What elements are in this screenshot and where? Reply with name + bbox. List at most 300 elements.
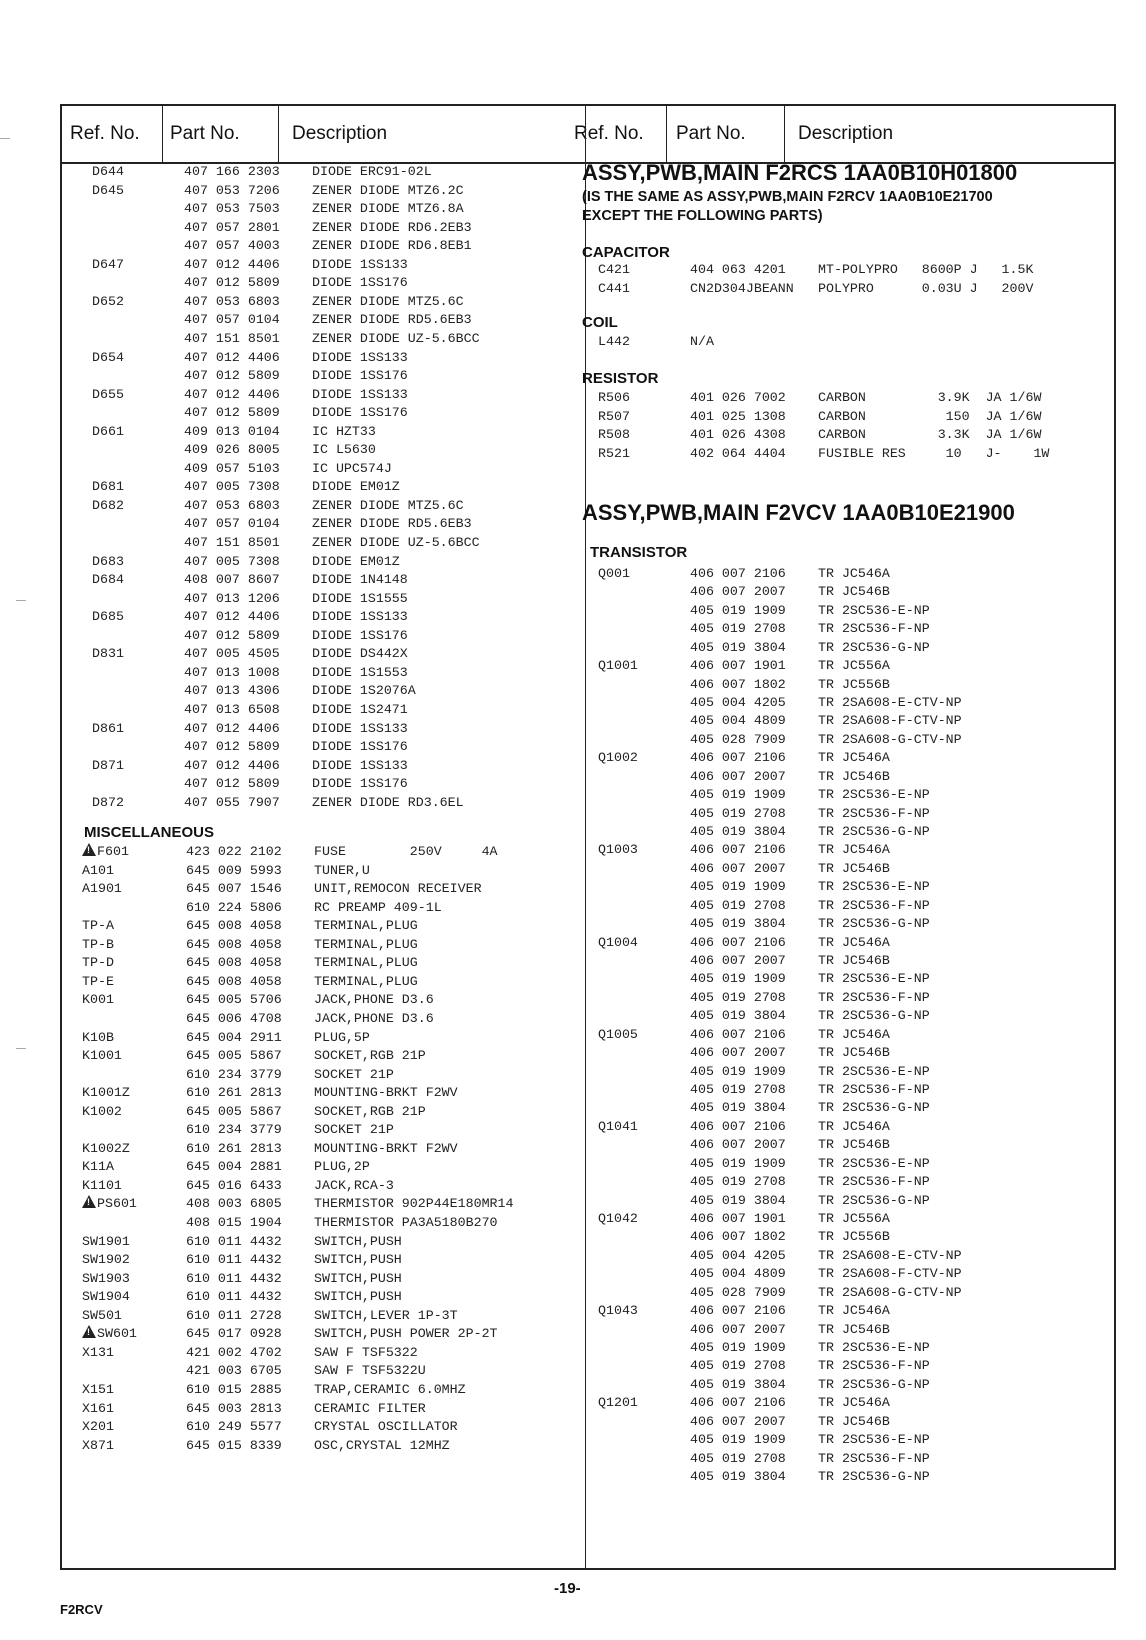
header-desc-right: Description: [798, 123, 894, 144]
description: DIODE EM01Z: [312, 553, 400, 569]
description: TR 2SA608-G-CTV-NP: [818, 1284, 962, 1300]
part-no: 407 005 7308: [184, 553, 280, 569]
part-no: 405 019 2708: [690, 1358, 786, 1374]
ref-no: [82, 1417, 114, 1436]
ref-no: [82, 1194, 137, 1213]
ref-no-text: SW501: [82, 1307, 122, 1323]
part-no: 407 057 2801: [184, 219, 280, 235]
description: TR 2SC536-G-NP: [818, 639, 930, 655]
description: TR 2SC536-F-NP: [818, 1358, 930, 1374]
ref-no-text: A101: [82, 862, 114, 878]
part-no: 610 261 2813: [186, 1140, 282, 1156]
part-no: 406 007 2007: [690, 768, 786, 784]
ref-no-text: K1001Z: [82, 1085, 130, 1101]
part-no: 645 005 5867: [186, 1103, 282, 1119]
description: DIODE 1SS176: [312, 627, 408, 643]
description: TR 2SC536-F-NP: [818, 989, 930, 1005]
ref-no: [82, 1176, 122, 1195]
ref-no-text: X871: [82, 1437, 114, 1453]
part-no: 645 005 5706: [186, 992, 282, 1008]
part-no: 405 019 1909: [690, 1432, 786, 1448]
part-no: 406 007 1802: [690, 1229, 786, 1245]
description: TR JC546B: [818, 1137, 890, 1153]
description: DIODE 1S2471: [312, 701, 408, 717]
part-no: 610 011 2728: [186, 1307, 282, 1323]
description: TR 2SC536-G-NP: [818, 824, 930, 840]
description: DIODE EM01Z: [312, 479, 400, 495]
part-no: 405 019 2708: [690, 621, 786, 637]
part-no: 406 007 2007: [690, 1045, 786, 1061]
part-no: 405 019 3804: [690, 916, 786, 932]
description: THERMISTOR 902P44E180MR14: [314, 1196, 514, 1212]
ref-no: [598, 388, 630, 407]
transistor-section-title: TRANSISTOR: [590, 544, 688, 561]
description: PLUG,2P: [314, 1159, 370, 1175]
part-no: 610 261 2813: [186, 1085, 282, 1101]
description: DIODE 1SS176: [312, 739, 408, 755]
ref-no-text: K1002: [82, 1103, 122, 1119]
misc-section-title: MISCELLANEOUS: [84, 824, 215, 841]
description: TR JC546A: [818, 750, 890, 766]
part-no: 407 057 0104: [184, 516, 280, 532]
description: TR JC546B: [818, 768, 890, 784]
ref-no: [82, 1287, 130, 1306]
part-no: 405 019 3804: [690, 1469, 786, 1485]
resistor-section-title: RESISTOR: [582, 370, 659, 387]
part-no: 645 016 6433: [186, 1177, 282, 1193]
page-number: -19-: [554, 1580, 581, 1597]
ref-no: [598, 564, 630, 583]
ref-no-text: Q1004: [598, 934, 638, 950]
description: FUSE 250V 4A: [314, 844, 498, 859]
description: DIODE 1S2076A: [312, 683, 416, 699]
ref-no-text: D831: [92, 646, 124, 662]
ref-no-text: K1001: [82, 1048, 122, 1064]
part-no: 407 013 1206: [184, 590, 280, 606]
description: TR 2SC536-E-NP: [818, 602, 930, 618]
description: IC L5630: [312, 442, 376, 458]
ref-no: [82, 1324, 137, 1343]
part-no: 645 008 4058: [186, 955, 282, 971]
coil-section-title: COIL: [582, 314, 618, 331]
part-no: 407 013 6508: [184, 701, 280, 717]
description: TR JC546A: [818, 1026, 890, 1042]
part-no: 645 006 4708: [186, 1010, 282, 1026]
ref-no: [82, 861, 114, 880]
description: SWITCH,PUSH POWER 2P-2T: [314, 1326, 498, 1342]
ref-no-text: K11A: [82, 1159, 114, 1175]
description: TR 2SC536-E-NP: [818, 879, 930, 895]
description: ZENER DIODE RD5.6EB3: [312, 516, 472, 532]
part-no: 406 007 2106: [690, 750, 786, 766]
assy2-title: ASSY,PWB,MAIN F2VCV 1AA0B10E21900: [582, 500, 1015, 525]
ref-no: [82, 990, 114, 1009]
ref-no: [598, 933, 638, 952]
ref-no-text: X161: [82, 1400, 114, 1416]
safety-warning-icon: [82, 1325, 96, 1338]
description: DIODE DS442X: [312, 646, 408, 662]
description: TR JC546B: [818, 1321, 890, 1337]
part-no: 407 012 4406: [184, 757, 280, 773]
ref-no-text: D644: [92, 164, 124, 179]
ref-no: [82, 1157, 114, 1176]
safety-warning-icon: [82, 1195, 96, 1208]
header-divider: [784, 106, 785, 162]
part-no: 407 057 4003: [184, 238, 280, 254]
part-no: 405 019 3804: [690, 1192, 786, 1208]
ref-no: [82, 1399, 114, 1418]
description: ZENER DIODE RD6.8EB1: [312, 238, 472, 254]
description: TR JC546B: [818, 1413, 890, 1429]
ref-no: [92, 255, 124, 274]
description: TR 2SC536-G-NP: [818, 1100, 930, 1116]
part-no: 645 008 4058: [186, 918, 282, 934]
ref-no: [92, 348, 124, 367]
part-no: 405 004 4205: [690, 695, 786, 710]
ref-no-text: K10B: [82, 1029, 114, 1045]
part-no: 405 019 1909: [690, 787, 786, 803]
ref-no: [82, 1102, 122, 1121]
part-no: 409 026 8005: [184, 442, 280, 458]
part-no: N/A: [690, 334, 714, 349]
description: TR 2SA608-E-CTV-NP: [818, 1247, 962, 1263]
header-part-right: Part No.: [676, 123, 746, 144]
part-no: 407 005 4505: [184, 646, 280, 662]
part-no: 645 004 2881: [186, 1159, 282, 1175]
ref-no-text: D871: [92, 757, 124, 773]
ref-no-text: D682: [92, 497, 124, 513]
description: DIODE 1SS133: [312, 386, 408, 402]
description: IC UPC574J: [312, 460, 392, 476]
ref-no: [598, 260, 630, 279]
ref-no-text: D684: [92, 572, 124, 588]
ref-no-text: R507: [598, 408, 630, 424]
part-no: 610 011 4432: [186, 1233, 282, 1249]
part-no: 405 019 2708: [690, 805, 786, 821]
part-no: 408 007 8607: [184, 572, 280, 588]
part-no: 401 026 7002: [690, 390, 786, 405]
part-no: 407 055 7907: [184, 794, 280, 810]
description: TR 2SC536-E-NP: [818, 1432, 930, 1448]
description: DIODE 1S1555: [312, 590, 408, 606]
safety-warning-icon: [82, 843, 96, 856]
ref-no: [598, 1209, 638, 1228]
part-no: 610 249 5577: [186, 1419, 282, 1435]
part-no: 610 011 4432: [186, 1252, 282, 1268]
part-no: 405 019 3804: [690, 1376, 786, 1392]
ref-no: [82, 972, 114, 991]
part-no: 406 007 2106: [690, 1303, 786, 1319]
description: TR JC546A: [818, 566, 890, 581]
description: TR 2SC536-E-NP: [818, 971, 930, 987]
description: DIODE 1N4148: [312, 572, 408, 588]
description: DIODE 1SS133: [312, 720, 408, 736]
header-divider: [162, 106, 163, 162]
assy1-note-line2: EXCEPT THE FOLLOWING PARTS): [582, 208, 823, 224]
ref-no-text: Q1041: [598, 1118, 638, 1134]
ref-no-text: D685: [92, 609, 124, 625]
part-no: 405 019 1909: [690, 1155, 786, 1171]
description: TERMINAL,PLUG: [314, 918, 418, 934]
description: JACK,PHONE D3.6: [314, 1010, 434, 1026]
ref-no-text: D872: [92, 794, 124, 810]
ref-no-text: R521: [598, 445, 630, 461]
model-label: F2RCV: [60, 1602, 103, 1617]
description: DIODE ERC91-02L: [312, 164, 432, 179]
ref-no: [598, 1117, 638, 1136]
ref-no-text: R506: [598, 390, 630, 405]
part-no: 406 007 2106: [690, 934, 786, 950]
header-divider: [278, 106, 279, 162]
part-no: 408 003 6805: [186, 1196, 282, 1212]
part-no: 421 002 4702: [186, 1344, 282, 1360]
part-no: 645 008 4058: [186, 936, 282, 952]
ref-no: [92, 607, 124, 626]
parts-list-table: [60, 104, 1116, 1570]
part-no: 405 019 3804: [690, 1100, 786, 1116]
ref-no-text: C421: [598, 262, 630, 277]
part-no: 407 053 6803: [184, 497, 280, 513]
ref-no: [82, 1436, 114, 1455]
ref-no: [82, 1083, 130, 1102]
description: MOUNTING-BRKT F2WV: [314, 1085, 458, 1101]
part-no: 406 007 2007: [690, 860, 786, 876]
part-no: 405 004 4205: [690, 1247, 786, 1263]
description: CRYSTAL OSCILLATOR: [314, 1419, 458, 1435]
description: ZENER DIODE UZ-5.6BCC: [312, 330, 480, 346]
ref-no-text: TP-B: [82, 936, 114, 952]
ref-no: [92, 552, 124, 571]
part-no: 409 013 0104: [184, 423, 280, 439]
part-no: 407 012 5809: [184, 368, 280, 384]
description: TR 2SC536-G-NP: [818, 1469, 930, 1485]
part-no: 406 007 2007: [690, 584, 786, 600]
part-no: 645 007 1546: [186, 881, 282, 897]
ref-no: [598, 840, 638, 859]
ref-no: [82, 953, 114, 972]
ref-no-text: D683: [92, 553, 124, 569]
ref-no-text: X201: [82, 1419, 114, 1435]
part-no: 407 012 5809: [184, 776, 280, 792]
part-no: 405 019 3804: [690, 824, 786, 840]
ref-no: [92, 644, 124, 663]
part-no: 406 007 2106: [690, 566, 786, 581]
part-no: 407 012 5809: [184, 627, 280, 643]
description: ZENER DIODE RD5.6EB3: [312, 312, 472, 328]
description: TR JC556B: [818, 676, 890, 692]
header-desc-left: Description: [292, 123, 388, 144]
description: SOCKET,RGB 21P: [314, 1103, 426, 1119]
ref-no-text: SW1904: [82, 1289, 130, 1305]
ref-no: [82, 935, 114, 954]
description: SOCKET 21P: [314, 1122, 394, 1138]
ref-no: [92, 719, 124, 738]
ref-no-text: F601: [97, 844, 129, 859]
ref-no: [92, 570, 124, 589]
description: IC HZT33: [312, 423, 376, 439]
part-no: 610 011 4432: [186, 1289, 282, 1305]
ref-no-text: L442: [598, 334, 630, 349]
description: TR 2SC536-F-NP: [818, 897, 930, 913]
ref-no-text: TP-D: [82, 955, 114, 971]
description: MOUNTING-BRKT F2WV: [314, 1140, 458, 1156]
part-no: 401 025 1308: [690, 408, 786, 424]
part-no: 645 004 2911: [186, 1029, 282, 1045]
part-no: 405 028 7909: [690, 731, 786, 747]
header-part-left: Part No.: [170, 123, 240, 144]
ref-no: [82, 1380, 114, 1399]
part-no: 407 013 4306: [184, 683, 280, 699]
description: TR 2SC536-G-NP: [818, 1192, 930, 1208]
part-no: 406 007 2106: [690, 1395, 786, 1411]
ref-no: [92, 181, 124, 200]
ref-no: [82, 842, 129, 861]
ref-no-text: R508: [598, 427, 630, 442]
description: FUSIBLE RES 10 J- 1W: [818, 445, 1050, 461]
description: SOCKET,RGB 21P: [314, 1048, 426, 1064]
part-no: 407 151 8501: [184, 535, 280, 550]
description: SWITCH,PUSH: [314, 1252, 402, 1268]
ref-no-text: D652: [92, 293, 124, 309]
description: TR 2SC536-E-NP: [818, 1340, 930, 1356]
ref-no-text: Q1002: [598, 750, 638, 766]
part-no: 405 004 4809: [690, 1266, 786, 1282]
ref-no: [92, 385, 124, 404]
ref-no-text: D647: [92, 256, 124, 272]
part-no: 405 019 1909: [690, 1340, 786, 1356]
description: TR 2SC536-F-NP: [818, 621, 930, 637]
part-no: 406 007 2106: [690, 1118, 786, 1134]
part-no: 645 003 2813: [186, 1400, 282, 1416]
ref-no-text: Q1042: [598, 1211, 638, 1227]
description: TERMINAL,PLUG: [314, 955, 418, 971]
ref-no: [82, 1306, 122, 1325]
description: DIODE 1SS133: [312, 757, 408, 773]
ref-no: [92, 162, 124, 181]
description: OSC,CRYSTAL 12MHZ: [314, 1437, 450, 1453]
description: TRAP,CERAMIC 6.0MHZ: [314, 1381, 466, 1397]
part-no: 404 063 4201: [690, 262, 786, 277]
ref-no: [598, 656, 638, 675]
description: TR 2SC536-E-NP: [818, 787, 930, 803]
ref-no: [92, 496, 124, 515]
ref-no-text: Q1003: [598, 842, 638, 858]
description: DIODE 1SS133: [312, 609, 408, 625]
ref-no-text: K1002Z: [82, 1140, 130, 1156]
description: SWITCH,PUSH: [314, 1270, 402, 1286]
description: TR 2SA608-F-CTV-NP: [818, 1266, 962, 1282]
description: SAW F TSF5322: [314, 1344, 418, 1360]
ref-no-text: D681: [92, 479, 124, 495]
description: ZENER DIODE UZ-5.6BCC: [312, 535, 480, 550]
description: TR JC556A: [818, 1211, 890, 1227]
description: DIODE 1SS176: [312, 405, 408, 421]
part-no: 405 004 4809: [690, 713, 786, 729]
part-no: 405 028 7909: [690, 1284, 786, 1300]
part-no: 408 015 1904: [186, 1215, 282, 1230]
ref-no-text: D654: [92, 349, 124, 365]
ref-no-text: X151: [82, 1381, 114, 1397]
description: ZENER DIODE MTZ5.6C: [312, 293, 464, 309]
part-no: 423 022 2102: [186, 844, 282, 859]
ref-no-text: Q1043: [598, 1303, 638, 1319]
description: POLYPRO 0.03U J 200V: [818, 280, 1034, 296]
description: DIODE 1SS133: [312, 349, 408, 365]
description: TR JC546B: [818, 1045, 890, 1061]
capacitor-section-title: CAPACITOR: [582, 244, 670, 261]
part-no: 406 007 1802: [690, 676, 786, 692]
part-no: 407 151 8501: [184, 330, 280, 346]
ref-no-text: D661: [92, 423, 124, 439]
description: TR JC556A: [818, 658, 890, 674]
part-no: 406 007 1901: [690, 1211, 786, 1227]
description: SWITCH,PUSH: [314, 1289, 402, 1305]
description: THERMISTOR PA3A5180B270: [314, 1215, 498, 1230]
description: TR 2SC536-F-NP: [818, 1082, 930, 1098]
description: TUNER,U: [314, 862, 370, 878]
ref-no: [92, 793, 124, 812]
ref-no: [82, 879, 122, 898]
description: TR 2SC536-F-NP: [818, 1174, 930, 1190]
description: TR 2SC536-E-NP: [818, 1155, 930, 1171]
ref-no: [82, 1139, 130, 1158]
part-no: 406 007 2007: [690, 1413, 786, 1429]
header-ref-left: Ref. No.: [70, 123, 140, 144]
part-no: 407 053 7206: [184, 182, 280, 198]
description: TR 2SA608-G-CTV-NP: [818, 731, 962, 747]
part-no: 407 013 1008: [184, 664, 280, 680]
description: TR JC546A: [818, 842, 890, 858]
description: TR JC546A: [818, 1118, 890, 1134]
part-no: 407 012 4406: [184, 720, 280, 736]
ref-no-text: SW1901: [82, 1233, 130, 1249]
description: TR 2SC536-F-NP: [818, 1450, 930, 1466]
part-no: 610 234 3779: [186, 1122, 282, 1138]
description: TR 2SC536-F-NP: [818, 805, 930, 821]
part-no: 405 019 2708: [690, 1174, 786, 1190]
ref-no-text: Q1005: [598, 1026, 638, 1042]
ref-no: [82, 1232, 130, 1251]
description: SWITCH,LEVER 1P-3T: [314, 1307, 458, 1323]
part-no: 610 224 5806: [186, 899, 282, 915]
ref-no: [92, 756, 124, 775]
ref-no: [598, 425, 630, 444]
part-no: 405 019 2708: [690, 1450, 786, 1466]
part-no: 406 007 1901: [690, 658, 786, 674]
description: DIODE 1SS176: [312, 368, 408, 384]
part-no: 407 012 5809: [184, 275, 280, 291]
ref-no: [92, 422, 124, 441]
ref-no-text: SW1902: [82, 1252, 130, 1268]
part-no: 409 057 5103: [184, 460, 280, 476]
description: TR JC546B: [818, 953, 890, 969]
ref-no-text: TP-A: [82, 918, 114, 934]
part-no: 421 003 6705: [186, 1363, 282, 1379]
part-no: 405 019 1909: [690, 879, 786, 895]
description: RC PREAMP 409-1L: [314, 899, 442, 915]
description: PLUG,5P: [314, 1029, 370, 1045]
ref-no: [82, 916, 114, 935]
ref-no-text: A1901: [82, 881, 122, 897]
ref-no: [598, 1301, 638, 1320]
description: TERMINAL,PLUG: [314, 973, 418, 989]
description: CARBON 3.3K JA 1/6W: [818, 427, 1042, 442]
description: TR JC546B: [818, 584, 890, 600]
ref-no-text: D655: [92, 386, 124, 402]
description: CERAMIC FILTER: [314, 1400, 426, 1416]
description: TR JC546A: [818, 1395, 890, 1411]
part-no: 405 019 2708: [690, 897, 786, 913]
